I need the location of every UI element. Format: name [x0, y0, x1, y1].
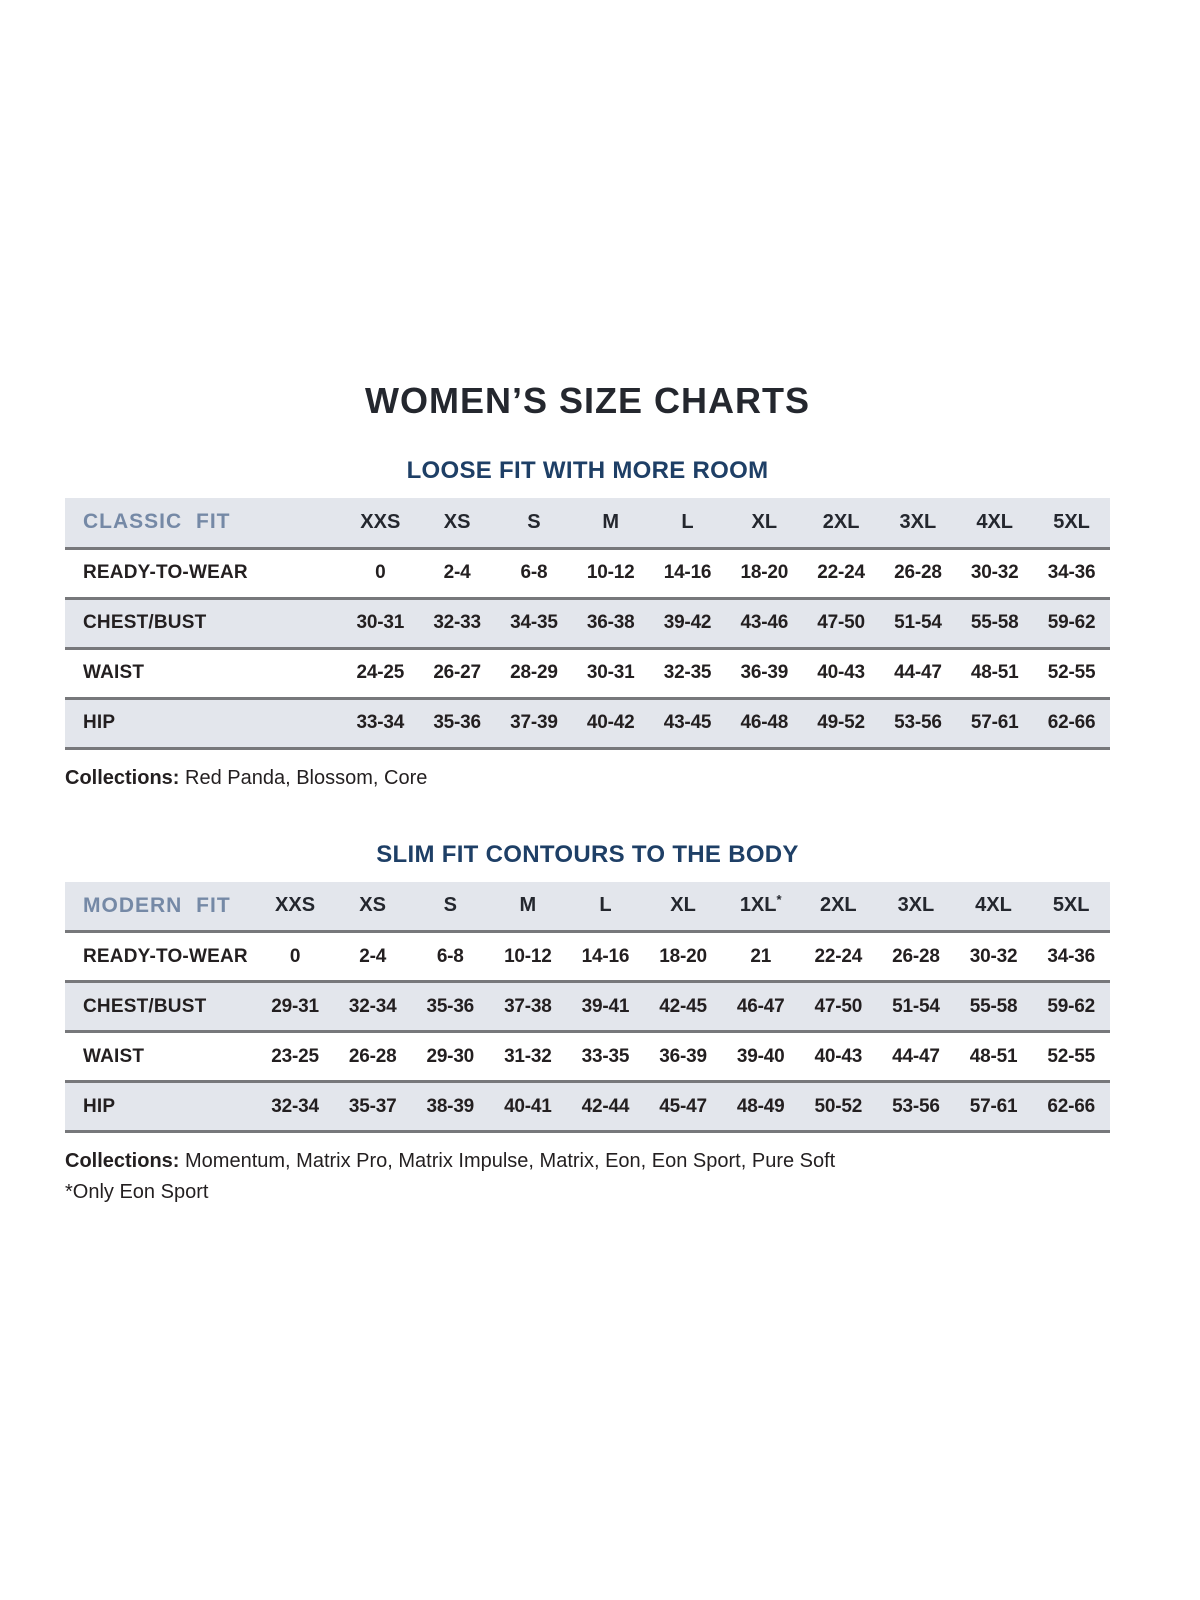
size-value-cell: 32-35: [663, 662, 712, 683]
size-value-cell: 48-51: [970, 662, 1019, 683]
table-row: [65, 1082, 1110, 1132]
size-value-cell: 26-28: [348, 1045, 397, 1067]
size-value-cell: 39-41: [581, 995, 630, 1017]
size-column-header: 3XL: [899, 510, 937, 533]
size-value-cell: 14-16: [663, 562, 712, 583]
size-column-header: XXS: [360, 510, 401, 533]
size-value-cell: 23-25: [271, 1045, 319, 1067]
collections-list: Red Panda, Blossom, Core: [185, 766, 428, 789]
size-value-cell: 39-40: [736, 1045, 785, 1067]
size-value-cell: 36-38: [586, 612, 635, 633]
size-value-cell: 44-47: [892, 1045, 940, 1067]
size-value-cell: 22-24: [814, 945, 863, 967]
size-value-cell: 51-54: [894, 612, 942, 633]
collections-label: Collections:: [65, 1150, 180, 1172]
size-value-cell: 50-52: [814, 1095, 863, 1117]
size-column-header: 1XL*: [739, 892, 782, 917]
size-column-header: XS: [359, 894, 386, 917]
size-value-cell: 44-47: [894, 662, 942, 683]
size-column-header: XL: [670, 894, 696, 917]
size-column-header: 4XL: [975, 894, 1012, 917]
size-value-cell: 24-25: [356, 662, 405, 683]
size-column-header: 2XL: [819, 894, 857, 917]
table-row: [65, 648, 1110, 698]
size-value-cell: 35-36: [426, 995, 475, 1017]
size-value-cell: 30-31: [586, 662, 635, 683]
size-column-header: 5XL: [1052, 894, 1090, 917]
size-value-cell: 40-43: [817, 662, 865, 683]
size-value-cell: 48-49: [736, 1095, 785, 1117]
size-value-cell: 18-20: [659, 945, 707, 967]
measurement-row-label: CHEST/BUST: [83, 612, 207, 633]
size-value-cell: 10-12: [586, 562, 635, 583]
table-row: [65, 932, 1110, 982]
measurement-row-label: HIP: [83, 1095, 116, 1117]
measurement-row-label: WAIST: [83, 1045, 145, 1067]
size-value-cell: 48-51: [969, 1045, 1018, 1067]
collections-label: Collections:: [65, 766, 180, 789]
size-value-cell: 40-42: [586, 712, 635, 733]
size-value-cell: 6-8: [520, 562, 548, 583]
table-header-row: [65, 882, 1110, 932]
size-column-header: XXS: [275, 894, 316, 917]
table-row: [65, 1032, 1110, 1082]
size-value-cell: 0: [375, 562, 386, 583]
size-value-cell: 18-20: [740, 562, 789, 583]
size-value-cell: 55-58: [969, 995, 1018, 1017]
size-value-cell: 32-34: [348, 995, 397, 1017]
size-value-cell: 53-56: [892, 1095, 940, 1117]
size-value-cell: 33-35: [581, 1045, 630, 1067]
size-value-cell: 32-33: [433, 612, 481, 633]
size-value-cell: 51-54: [892, 995, 940, 1017]
size-value-cell: 43-46: [740, 612, 789, 633]
size-value-cell: 59-62: [1047, 995, 1095, 1017]
size-value-cell: 35-37: [348, 1095, 397, 1117]
modern-fit-table: [65, 882, 1110, 1134]
size-column-header: L: [681, 510, 694, 533]
size-value-cell: 30-32: [970, 562, 1019, 583]
size-value-cell: 29-30: [426, 1045, 475, 1067]
measurement-row-label: CHEST/BUST: [83, 995, 207, 1017]
size-value-cell: 47-50: [817, 612, 865, 633]
slim-fit-section: [65, 840, 1110, 1206]
size-value-cell: 34-35: [510, 612, 558, 633]
size-value-cell: 43-45: [663, 712, 712, 733]
table-row: [65, 698, 1110, 748]
size-column-header: S: [443, 894, 457, 917]
size-value-cell: 14-16: [581, 945, 630, 967]
size-value-cell: 42-44: [581, 1095, 630, 1117]
asterisk-footnote: *Only Eon Sport: [65, 1181, 209, 1203]
size-value-cell: 33-34: [356, 712, 405, 733]
size-value-cell: 2-4: [359, 945, 387, 967]
classic-fit-collections: [65, 765, 1110, 791]
size-value-cell: 37-39: [510, 712, 558, 733]
size-value-cell: 30-32: [969, 945, 1018, 967]
size-value-cell: 30-31: [356, 612, 405, 633]
size-column-header: XS: [443, 510, 471, 533]
size-value-cell: 37-38: [504, 995, 552, 1017]
size-value-cell: 32-34: [271, 1095, 319, 1117]
table-header-row: [65, 498, 1110, 548]
size-value-cell: 62-66: [1047, 1095, 1095, 1117]
size-value-cell: 22-24: [817, 562, 865, 583]
size-column-header: 2XL: [822, 510, 860, 533]
classic-fit-table: [65, 498, 1110, 750]
size-value-cell: 26-28: [894, 562, 942, 583]
size-column-header: 4XL: [976, 510, 1014, 533]
size-value-cell: 6-8: [436, 945, 464, 967]
size-value-cell: 59-62: [1047, 612, 1096, 633]
asterisk-marker: *: [776, 892, 782, 908]
table-row: [65, 598, 1110, 648]
size-value-cell: 34-36: [1047, 562, 1096, 583]
size-value-cell: 2-4: [443, 562, 471, 583]
measurement-row-label: WAIST: [83, 662, 145, 683]
size-value-cell: 31-32: [504, 1045, 552, 1067]
size-value-cell: 38-39: [426, 1095, 475, 1117]
size-column-header: XL: [751, 510, 778, 533]
size-value-cell: 26-27: [433, 662, 481, 683]
size-value-cell: 34-36: [1047, 945, 1095, 967]
size-value-cell: 36-39: [740, 662, 789, 683]
size-column-header: M: [519, 894, 537, 917]
size-value-cell: 0: [289, 945, 301, 967]
size-value-cell: 47-50: [814, 995, 863, 1017]
size-value-cell: 26-28: [892, 945, 940, 967]
size-value-cell: 62-66: [1047, 712, 1096, 733]
slim-fit-subtitle: SLIM FIT CONTOURS TO THE BODY: [376, 840, 799, 868]
loose-fit-section: [65, 459, 1110, 791]
modern-fit-collections: [65, 1148, 1110, 1174]
size-value-cell: 10-12: [504, 945, 552, 967]
fit-label: MODERN FIT: [83, 893, 231, 917]
measurement-row-label: READY-TO-WEAR: [83, 945, 248, 967]
collections-list: Momentum, Matrix Pro, Matrix Impulse, Matrix, Eon, Eon Sport, Pure Soft: [185, 1150, 836, 1172]
table-row: [65, 982, 1110, 1032]
size-value-cell: 49-52: [817, 712, 865, 733]
size-value-cell: 57-61: [970, 712, 1019, 733]
size-value-cell: 40-43: [814, 1045, 863, 1067]
size-value-cell: 42-45: [659, 995, 707, 1017]
size-value-cell: 39-42: [663, 612, 712, 633]
size-value-cell: 45-47: [659, 1095, 707, 1117]
size-value-cell: 53-56: [894, 712, 942, 733]
size-value-cell: 35-36: [433, 712, 481, 733]
size-value-cell: 52-55: [1047, 1045, 1095, 1067]
size-value-cell: 28-29: [510, 662, 558, 683]
size-column-header: 5XL: [1053, 510, 1090, 533]
size-value-cell: 52-55: [1047, 662, 1096, 683]
size-value-cell: 57-61: [969, 1095, 1018, 1117]
size-value-cell: 46-47: [736, 995, 785, 1017]
page-title: WOMEN’S SIZE CHARTS: [364, 380, 810, 421]
size-value-cell: 29-31: [271, 995, 319, 1017]
fit-label: CLASSIC FIT: [83, 510, 231, 534]
size-value-cell: 21: [750, 945, 772, 967]
size-value-cell: 36-39: [659, 1045, 707, 1067]
measurement-row-label: HIP: [83, 712, 116, 733]
loose-fit-subtitle: LOOSE FIT WITH MORE ROOM: [406, 457, 769, 484]
size-column-header: S: [527, 510, 541, 533]
size-value-cell: 55-58: [970, 612, 1019, 633]
size-value-cell: 46-48: [740, 712, 789, 733]
size-value-cell: 40-41: [504, 1095, 552, 1117]
table-row: [65, 548, 1110, 598]
size-column-header: L: [599, 894, 612, 917]
size-column-header: M: [602, 510, 620, 533]
measurement-row-label: READY-TO-WEAR: [83, 562, 248, 583]
size-column-header: 3XL: [897, 894, 935, 917]
